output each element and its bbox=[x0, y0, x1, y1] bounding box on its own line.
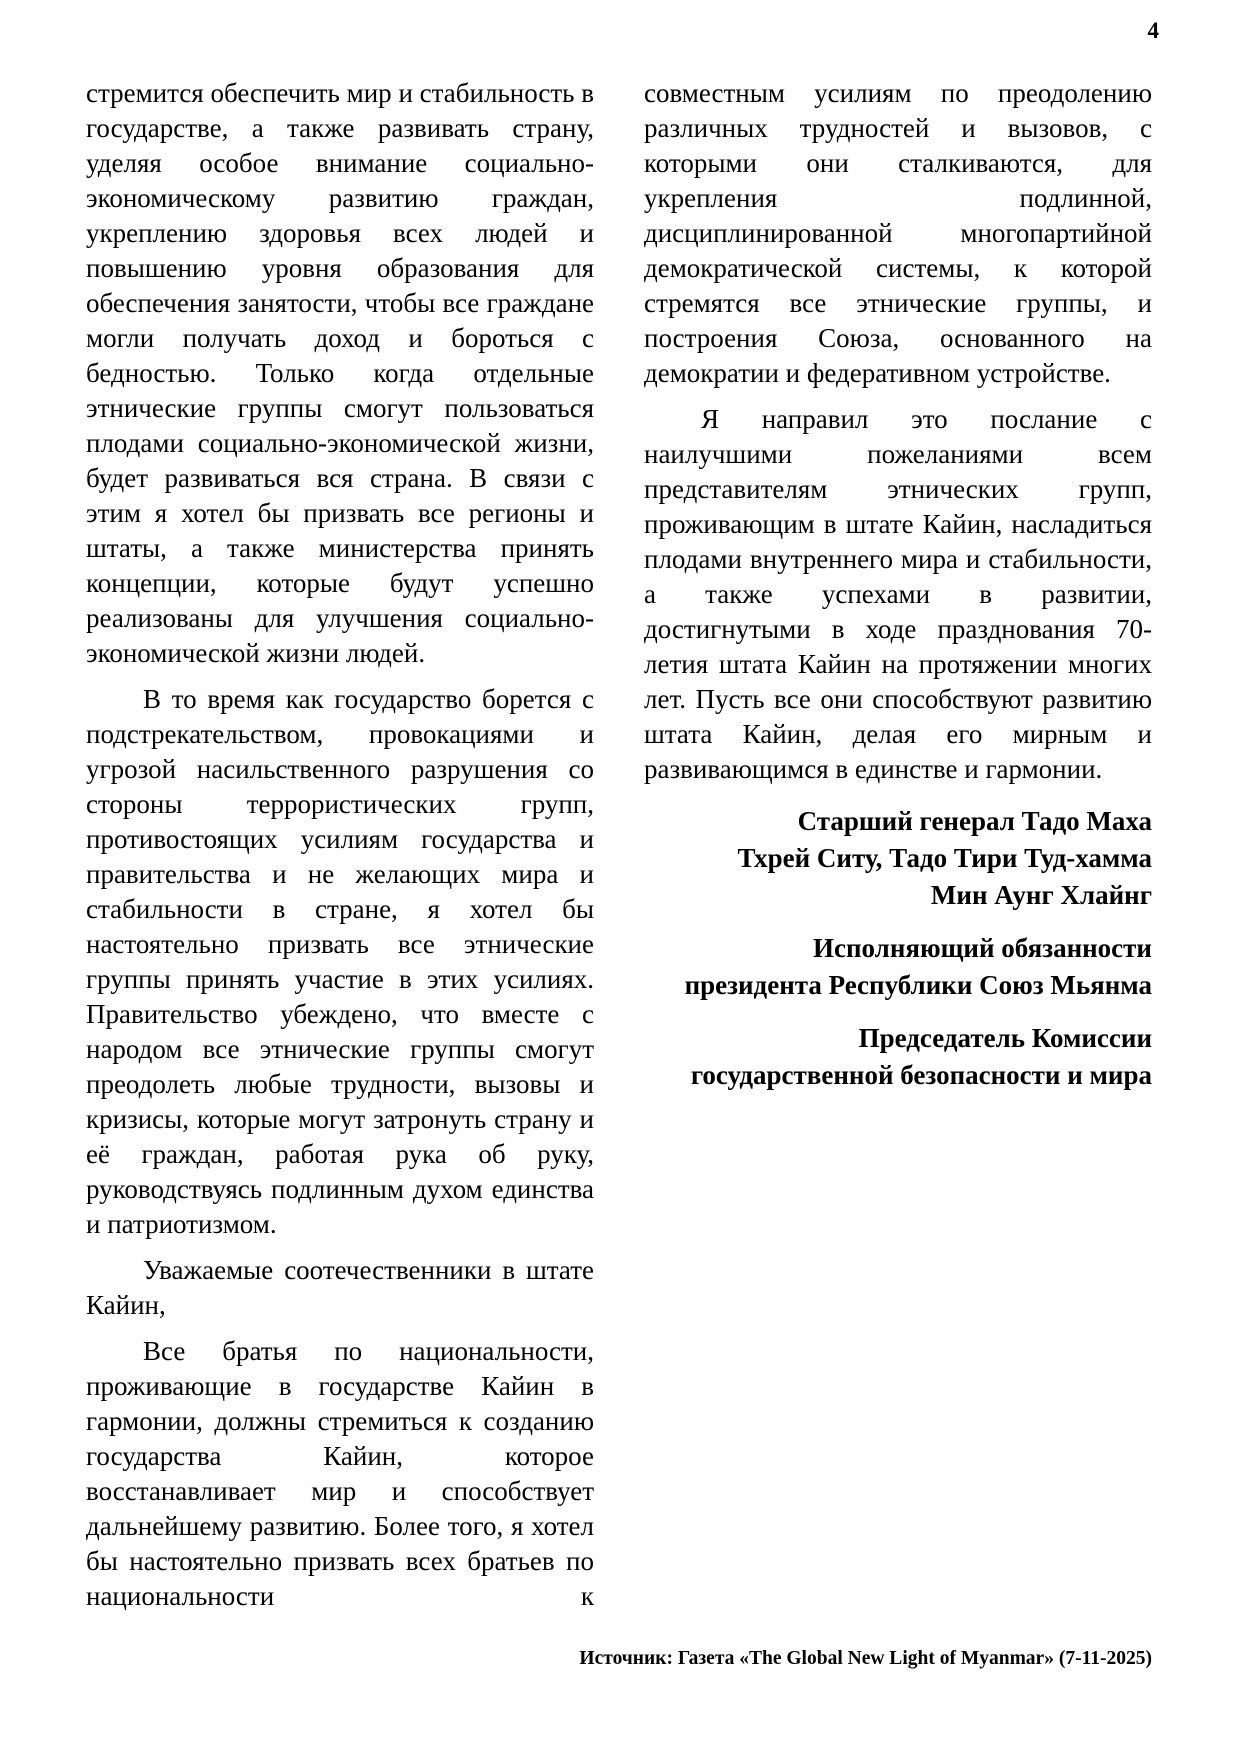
signature-line: президента Республики Союз Мьянма bbox=[684, 970, 1152, 1000]
two-column-text-block bbox=[86, 76, 1152, 1625]
signature-line: государственной безопасности и мира bbox=[690, 1060, 1152, 1090]
signature-line: Исполняющий обязанности bbox=[813, 933, 1152, 963]
paragraph-continuation: стремится обеспечить мир и стабильность в государстве, а также развивать страну, уделяя особое внимание социально-экономическому развитию граждан, укреплению здоровья всех людей и повышению уровня образования для обеспечения занятости, чтобы все граждане могли получать доход и бороться с бедностью. Только когда отдельные этнические группы смогут пользоваться плодами социально-экономической жизни, будет развиваться вся страна. В связи с этим я хотел бы призвать все регионы и штаты, а также министерства принять концепции, которые будут успешно реализованы для улучшения социально-экономической жизни людей. bbox=[86, 78, 594, 668]
signature-block bbox=[644, 803, 1152, 1094]
source-line: Источник: Газета «The Global New Light of Myanmar» (7-11-2025) bbox=[579, 1648, 1152, 1669]
signature-title-chairman bbox=[644, 1020, 1152, 1094]
paragraph: Все братья по национальности, проживающие в государстве Кайин в гармонии, должны стремиться к созданию государства Кайин, которое восстанавливает мир и способствует дальнейшему развитию. Более того, я хотел бы настоятельно призвать всех братьев по национальности к bbox=[86, 1336, 594, 1611]
signature-line: Старший генерал Тадо Маха bbox=[797, 806, 1152, 836]
page-number: 4 bbox=[1147, 18, 1159, 43]
paragraph: В то время как государство борется с подстрекательством, провокациями и угрозой насильственного разрушения со стороны террористических групп, противостоящих усилиям государства и правительства и не желающих мира и стабильности в стране, я хотел бы настоятельно призвать все этнические группы принять участие в этих усилиях. Правительство убеждено, что вместе с народом все этнические группы смогут преодолеть любые трудности, вызовы и кризисы, которые могут затронуть страну и её граждан, работая рука об руку, руководствуясь подлинным духом единства и патриотизмом. bbox=[86, 684, 594, 1239]
signature-name bbox=[644, 803, 1152, 914]
text-column-right bbox=[644, 76, 1152, 1625]
signature-line: Мин Аунг Хлайнг bbox=[930, 880, 1152, 910]
signature-title-acting-president bbox=[644, 930, 1152, 1004]
paragraph-continuation: совместным усилиям по преодолению различных трудностей и вызовов, с которыми они сталкиваются, для укрепления подлинной, дисциплинированной многопартийной демократической системы, к которой стремятся все этнические группы, и построения Союза, основанного на демократии и федеративном устройстве. bbox=[644, 78, 1152, 388]
paragraph-salutation: Уважаемые соотечественники в штате Кайин, bbox=[86, 1255, 594, 1320]
paragraph: Я направил это послание с наилучшими пожеланиями всем представителям этнических групп, проживающим в штате Кайин, насладиться плодами внутреннего мира и стабильности, а также успехами в развитии, достигнутыми в ходе празднования 70-летия штата Кайин на протяжении многих лет. Пусть все они способствуют развитию штата Кайин, делая его мирным и развивающимся в единстве и гармонии. bbox=[644, 404, 1152, 784]
text-column-left bbox=[86, 76, 594, 1625]
signature-line: Председатель Комиссии bbox=[858, 1023, 1152, 1053]
signature-line: Тхрей Ситу, Тадо Тири Туд-хамма bbox=[737, 843, 1152, 873]
